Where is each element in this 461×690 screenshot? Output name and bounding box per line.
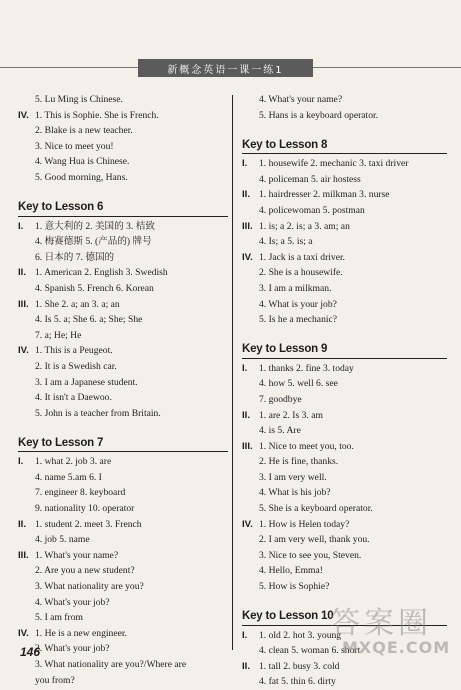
answer-line (242, 234, 447, 250)
exercise-number: IV. (18, 345, 29, 357)
answer-text: 1. student 2. meet 3. French (35, 518, 142, 530)
answer-line (242, 250, 447, 266)
answer-line (18, 532, 228, 548)
answer-line (18, 501, 228, 517)
watermark-logo (320, 598, 451, 660)
answer-text: 1. This is a Peugeot. (35, 345, 113, 357)
answer-text: 3. What nationality are you?/Where are (35, 659, 187, 670)
answer-text: 4. What's your name? (259, 94, 343, 105)
answer-line (18, 595, 228, 611)
watermark-cn: 答案圈 (330, 606, 432, 641)
answer-text: 1. thanks 2. fine 3. today (259, 362, 354, 374)
answer-line (242, 563, 447, 579)
exercise-number: IV. (242, 518, 253, 530)
lesson-key-title: Key to Lesson 6 (18, 200, 104, 213)
answer-text: 4. policeman 5. air hostess (259, 173, 361, 185)
answer-line (242, 92, 447, 108)
exercise-number: IV. (242, 251, 253, 263)
answer-text: you from? (35, 674, 75, 686)
exercise-number: I. (242, 629, 248, 641)
banner-rule-left (0, 67, 138, 68)
answer-text: 1. She 2. a; an 3. a; an (35, 298, 120, 310)
column-divider (232, 95, 233, 650)
answer-line (242, 297, 447, 313)
answer-line (242, 674, 447, 690)
answer-text: 3. Nice to meet you! (35, 140, 114, 152)
answer-text: 3. I am a milkman. (259, 282, 332, 294)
answer-line (242, 423, 447, 439)
answer-line (242, 187, 447, 203)
exercise-number: III. (18, 298, 29, 310)
exercise-number: III. (242, 440, 253, 452)
answer-line (18, 265, 228, 281)
lesson-key-title: Key to Lesson 10 (242, 610, 334, 623)
answer-line (242, 579, 447, 595)
answer-line (18, 343, 228, 359)
exercise-number: I. (242, 362, 248, 374)
exercise-number: III. (18, 549, 29, 561)
answer-text: 7. goodbye (259, 393, 302, 405)
answer-line (18, 470, 228, 486)
answer-line (18, 139, 228, 155)
answer-text: 2. He is fine, thanks. (259, 456, 339, 468)
answer-text: 5. How is Sophie? (259, 581, 330, 593)
answer-text: 4. how 5. well 6. see (259, 378, 338, 390)
answer-text: 4. clean 5. woman 6. short (259, 645, 361, 657)
answer-text: 1. American 2. English 3. Swedish (35, 267, 168, 279)
answer-text: 4. What's your job? (35, 596, 110, 608)
answer-text: 1. old 2. hot 3. young (259, 629, 342, 641)
answer-line (18, 92, 228, 108)
answer-line (242, 485, 447, 501)
answer-line (18, 328, 228, 344)
answer-line (242, 408, 447, 424)
answer-text: 4. fat 5. thin 6. dirty (259, 676, 336, 688)
answer-text: 1. Jack is a taxi driver. (259, 251, 346, 263)
answer-line (242, 281, 447, 297)
answer-text: 2. I am very well, thank you. (259, 534, 370, 546)
answer-line (18, 108, 228, 124)
lesson-key-heading (242, 135, 447, 154)
answer-text: 4. is 5. Are (259, 425, 301, 437)
answer-line (18, 312, 228, 328)
answer-text: 3. What nationality are you? (35, 581, 144, 593)
answer-text: 3. I am very well. (259, 471, 327, 483)
answer-line (18, 548, 228, 564)
answer-text: 5. Is he a mechanic? (259, 314, 338, 326)
answer-line (18, 406, 228, 422)
answer-text: 7. a; He; He (35, 329, 82, 341)
answer-text: 5. Lu Ming is Chinese. (35, 94, 123, 105)
answer-text: 4. Is; a 5. is; a (259, 236, 313, 248)
answer-line (18, 579, 228, 595)
answer-text: 1. what 2. job 3. are (35, 456, 112, 468)
answer-text: 1. He is a new engineer. (35, 627, 127, 639)
exercise-number: I. (18, 456, 24, 468)
lesson-key-title: Key to Lesson 9 (242, 343, 328, 356)
answer-line (242, 265, 447, 281)
lesson-key-heading (18, 433, 228, 452)
answer-line (242, 454, 447, 470)
banner-rule-right (313, 67, 461, 68)
answer-line (18, 673, 228, 689)
exercise-number: II. (242, 409, 250, 421)
answer-line (18, 641, 228, 657)
answer-line (18, 626, 228, 642)
answer-line (18, 517, 228, 533)
answer-line (242, 392, 447, 408)
answer-line (18, 485, 228, 501)
exercise-number: II. (242, 660, 250, 672)
answer-text: 3. Nice to see you, Steven. (259, 549, 362, 561)
answer-text: 5. Good morning, Hans. (35, 171, 128, 183)
left-column (18, 92, 228, 688)
answer-text: 1. hairdresser 2. milkman 3. nurse (259, 189, 390, 201)
answer-text: 6. 日本的 7. 德国的 (35, 251, 115, 263)
answer-text: 7. engineer 8. keyboard (35, 487, 126, 499)
answer-line (242, 517, 447, 533)
answer-line (18, 610, 228, 626)
answer-line (18, 563, 228, 579)
answer-line (242, 156, 447, 172)
answer-text: 4. Spanish 5. French 6. Korean (35, 282, 154, 294)
answer-text: 4. job 5. name (35, 534, 90, 546)
exercise-number: II. (18, 518, 26, 530)
exercise-number: IV. (18, 109, 29, 121)
exercise-number: I. (242, 158, 248, 170)
answer-line (18, 454, 228, 470)
answer-text: 2. Are you a new student? (35, 565, 135, 577)
answer-line (18, 281, 228, 297)
answer-text: 5. Hans is a keyboard operator. (259, 109, 379, 121)
watermark-en: MXQE.COM (342, 638, 451, 657)
lesson-key-heading (18, 198, 228, 217)
answer-line (242, 108, 447, 124)
answer-text: 9. nationality 10. operator (35, 503, 135, 515)
answer-text: 4. 梅赛德斯 5. (产品的) 牌号 (35, 236, 152, 248)
answer-line (242, 312, 447, 328)
answer-text: 4. What is his job? (259, 487, 331, 499)
exercise-number: IV. (18, 627, 29, 639)
answer-text: 1. Nice to meet you, too. (259, 440, 354, 452)
answer-line (18, 390, 228, 406)
answer-text: 5. John is a teacher from Britain. (35, 407, 161, 419)
lesson-key-title: Key to Lesson 8 (242, 138, 328, 151)
answer-text: 4. Hello, Emma! (259, 565, 323, 577)
answer-line (242, 532, 447, 548)
answer-line (18, 123, 228, 139)
answer-line (18, 219, 228, 235)
header-banner-text: 新概念英语一课一练1 (167, 64, 284, 76)
answer-line (242, 501, 447, 517)
answer-text: 1. 意大利的 2. 美国的 3. 桔致 (35, 220, 155, 232)
answer-line (242, 470, 447, 486)
answer-line (242, 219, 447, 235)
answer-text: 1. housewife 2. mechanic 3. taxi driver (259, 158, 409, 170)
answer-line (242, 361, 447, 377)
answer-text: 5. I am from (35, 612, 83, 624)
answer-line (242, 659, 447, 675)
answer-text: 1. How is Helen today? (259, 518, 350, 530)
answer-text: 1. are 2. Is 3. am (259, 409, 323, 421)
answer-text: 2. It is a Swedish car. (35, 360, 117, 372)
answer-text: 1. What's your name? (35, 549, 119, 561)
answer-text: 5. She is a keyboard operator. (259, 503, 373, 515)
answer-line (242, 439, 447, 455)
lesson-key-title: Key to Lesson 7 (18, 436, 104, 449)
answer-text: 4. It isn't a Daewoo. (35, 392, 112, 404)
answer-text: 4. name 5.am 6. I (35, 471, 102, 483)
lesson-key-heading (242, 340, 447, 359)
answer-line (18, 359, 228, 375)
answer-line (242, 376, 447, 392)
answer-text: 1. This is Sophie. She is French. (35, 109, 159, 121)
answer-text: 4. What is your job? (259, 298, 337, 310)
answer-text: 1. tall 2. busy 3. cold (259, 660, 340, 672)
header-banner (138, 59, 313, 77)
answer-text: 4. Wang Hua is Chinese. (35, 156, 130, 168)
answer-line (18, 170, 228, 186)
answer-line (242, 548, 447, 564)
answer-line (18, 250, 228, 266)
answer-text: 2. Blake is a new teacher. (35, 125, 133, 137)
answer-line (18, 234, 228, 250)
answer-line (18, 154, 228, 170)
answer-text: 4. policewoman 5. postman (259, 204, 365, 216)
answer-line (242, 172, 447, 188)
answer-text: 1. is; a 2. is; a 3. am; an (259, 220, 350, 232)
exercise-number: II. (242, 189, 250, 201)
answer-text: 2. She is a housewife. (259, 267, 343, 279)
answer-line (242, 203, 447, 219)
exercise-number: III. (242, 220, 253, 232)
exercise-number: I. (18, 220, 24, 232)
exercise-number: II. (18, 267, 26, 279)
answer-line (18, 375, 228, 391)
answer-text: 3. I am a Japanese student. (35, 376, 138, 388)
answer-line (18, 297, 228, 313)
page-number: 146 (20, 645, 41, 659)
answer-text: 4. Is 5. a; She 6. a; She; She (35, 314, 143, 326)
answer-text: 2. What's your job? (35, 643, 110, 655)
